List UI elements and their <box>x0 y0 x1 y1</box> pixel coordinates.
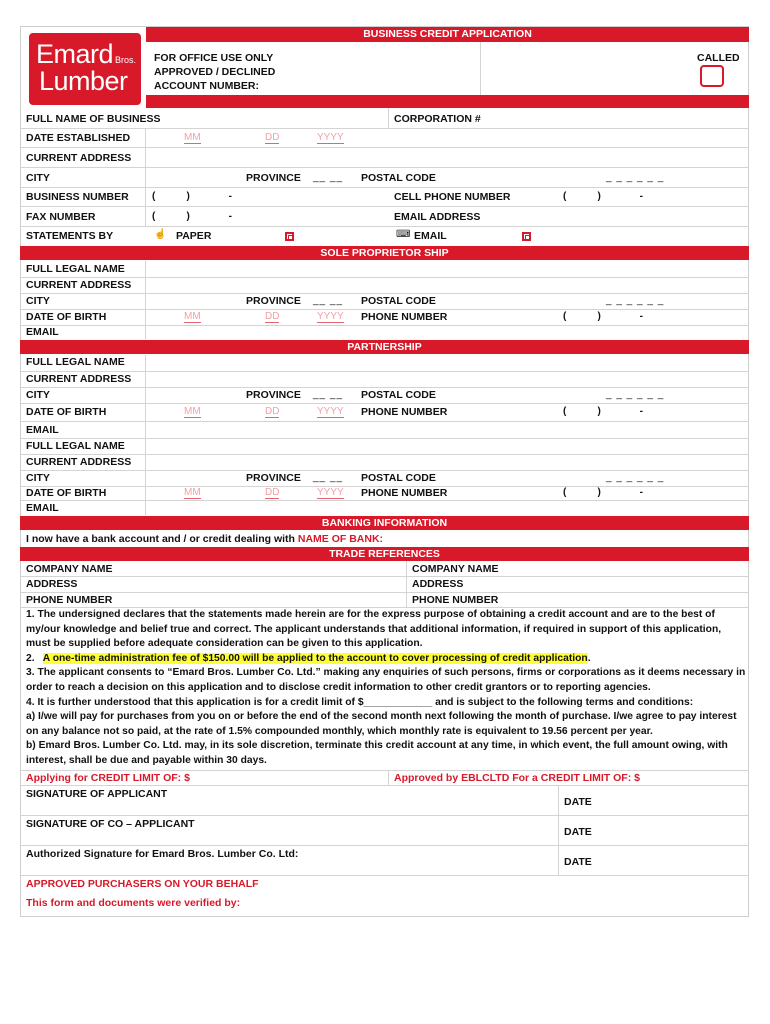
partner1-postal-code-label: POSTAL CODE <box>361 389 436 401</box>
partner2-dob-yyyy-field[interactable]: YYYY <box>317 487 344 498</box>
city-label: CITY <box>26 172 50 184</box>
sole-phone-field[interactable]: ( ) - <box>563 311 644 322</box>
partner1-date-of-birth-label: DATE OF BIRTH <box>26 406 107 418</box>
called-checkbox[interactable] <box>700 65 724 87</box>
partner1-city-label: CITY <box>26 389 50 401</box>
term-2 <box>26 652 748 667</box>
divider <box>20 815 749 816</box>
fax-number-label: FAX NUMBER <box>26 211 96 223</box>
ref1-company-name-label: COMPANY NAME <box>26 563 113 575</box>
divider <box>20 845 749 846</box>
divider <box>20 226 749 227</box>
partner2-phone-number-label: PHONE NUMBER <box>361 487 448 499</box>
divider <box>20 500 749 501</box>
partner2-postal-code-label: POSTAL CODE <box>361 472 436 484</box>
partner2-phone-field[interactable]: ( ) - <box>563 487 644 498</box>
full-name-of-business-label: FULL NAME OF BUSINESS <box>26 113 161 125</box>
logo-word-emard: Emard <box>36 39 114 69</box>
banking-text: I now have a bank account and / or credit dealing with <box>26 533 298 545</box>
partnership-header: PARTNERSHIP <box>20 340 749 354</box>
divider <box>145 261 146 339</box>
date-label-3: DATE <box>564 856 592 868</box>
partner2-current-address-label: CURRENT ADDRESS <box>26 456 132 468</box>
ref2-phone-number-label: PHONE NUMBER <box>412 594 499 606</box>
partner1-dob-yyyy-field[interactable]: YYYY <box>317 406 344 417</box>
partner1-phone-number-label: PHONE NUMBER <box>361 406 448 418</box>
sole-province-label: PROVINCE <box>246 295 301 307</box>
cell-phone-field[interactable]: ( ) - <box>563 191 644 202</box>
business-number-label: BUSINESS NUMBER <box>26 191 129 203</box>
divider <box>20 167 749 168</box>
logo-word-bros: Bros. <box>115 55 137 65</box>
divider <box>20 592 749 593</box>
partner2-dob-mm-field[interactable]: MM <box>184 487 201 498</box>
divider <box>20 309 749 310</box>
partner1-dob-dd-field[interactable]: DD <box>265 406 280 417</box>
paper-checkbox[interactable] <box>285 232 294 241</box>
sole-dob-yyyy-field[interactable]: YYYY <box>317 311 344 322</box>
sole-dob-dd-field[interactable]: DD <box>265 311 280 322</box>
current-address-label: CURRENT ADDRESS <box>26 152 132 164</box>
ref1-phone-number-label: PHONE NUMBER <box>26 594 113 606</box>
term-2-suffix: . <box>587 652 591 664</box>
date-label-2: DATE <box>564 826 592 838</box>
partner1-phone-field[interactable]: ( ) - <box>563 406 644 417</box>
postal-code-label: POSTAL CODE <box>361 172 436 184</box>
divider <box>480 42 481 95</box>
province-field[interactable]: __ __ <box>313 172 344 183</box>
divider <box>20 576 749 577</box>
business-number-field[interactable]: ( ) - <box>152 191 233 202</box>
signature-co-applicant-label: SIGNATURE OF CO – APPLICANT <box>26 818 195 830</box>
date-mm-field[interactable]: MM <box>184 132 201 143</box>
paper-hand-icon: ☝ <box>154 229 167 240</box>
divider <box>388 108 389 128</box>
divider <box>20 785 749 786</box>
ref2-company-name-label: COMPANY NAME <box>412 563 499 575</box>
logo-word-lumber: Lumber <box>39 66 128 96</box>
header-red-strip <box>146 95 749 108</box>
divider <box>558 785 559 875</box>
postal-code-field[interactable]: _ _ _ _ _ _ <box>606 172 665 183</box>
cell-phone-label: CELL PHONE NUMBER <box>394 191 511 203</box>
partner2-full-legal-name-label: FULL LEGAL NAME <box>26 440 125 452</box>
terms-and-conditions <box>26 608 748 769</box>
approved-declined-label: APPROVED / DECLINED <box>154 66 276 78</box>
sole-province-field[interactable]: __ __ <box>313 295 344 306</box>
divider <box>20 147 749 148</box>
divider <box>388 770 389 785</box>
partner1-province-field[interactable]: __ __ <box>313 389 344 400</box>
sole-full-legal-name-label: FULL LEGAL NAME <box>26 263 125 275</box>
partner1-province-label: PROVINCE <box>246 389 301 401</box>
office-use-label: FOR OFFICE USE ONLY <box>154 52 274 64</box>
signature-applicant-label: SIGNATURE OF APPLICANT <box>26 788 168 800</box>
divider <box>20 293 749 294</box>
sole-postal-code-field[interactable]: _ _ _ _ _ _ <box>606 295 665 306</box>
divider <box>20 206 749 207</box>
email-option-label: EMAIL <box>414 230 447 242</box>
partner2-postal-code-field[interactable]: _ _ _ _ _ _ <box>606 472 665 483</box>
verified-by-label: This form and documents were verified by: <box>26 897 241 909</box>
divider <box>145 355 146 515</box>
partner1-current-address-label: CURRENT ADDRESS <box>26 373 132 385</box>
divider <box>20 387 749 388</box>
email-checkbox[interactable] <box>522 232 531 241</box>
partner1-dob-mm-field[interactable]: MM <box>184 406 201 417</box>
date-yyyy-field[interactable]: YYYY <box>317 132 344 143</box>
partner2-province-label: PROVINCE <box>246 472 301 484</box>
term-b: b) Emard Bros. Lumber Co. Ltd. may, in its sole discretion, terminate this credit account at any time, in which event, the full amount owing, with interest, shall be due and payable within 30 days. <box>26 740 728 766</box>
approved-credit-limit-label: Approved by EBLCLTD For a CREDIT LIMIT OF: $ <box>394 772 640 784</box>
statements-by-label: STATEMENTS BY <box>26 230 114 242</box>
sole-dob-mm-field[interactable]: MM <box>184 311 201 322</box>
company-logo <box>29 33 141 105</box>
divider <box>20 128 749 129</box>
partner2-city-label: CITY <box>26 472 50 484</box>
divider <box>20 438 749 439</box>
applying-credit-limit-label: Applying for CREDIT LIMIT OF: $ <box>26 772 190 784</box>
ref2-address-label: ADDRESS <box>412 578 464 590</box>
approved-purchasers-label: APPROVED PURCHASERS ON YOUR BEHALF <box>26 878 259 890</box>
partner2-email-label: EMAIL <box>26 502 59 514</box>
banking-statement <box>26 533 383 545</box>
divider <box>20 470 749 471</box>
sole-phone-number-label: PHONE NUMBER <box>361 311 448 323</box>
form-title-bar <box>146 27 749 42</box>
term-1: 1. The undersigned declares that the statements made herein are for the express purpose of obtaining a credit account and are to the best of my/our knowledge and belief true and correct. The applicant understands that additional information, if required in support of this application, must be supplied before adequate consideration can be given to this application. <box>26 609 722 650</box>
name-of-bank-label: NAME OF BANK: <box>297 533 384 545</box>
divider <box>20 770 749 771</box>
fax-number-field[interactable]: ( ) - <box>152 211 233 222</box>
authorized-signature-label: Authorized Signature for Emard Bros. Lumber Co. Ltd: <box>26 848 299 860</box>
divider <box>20 875 749 876</box>
term-4: 4. It is further understood that this application is for a credit limit of $____________ and is subject to the following terms and conditions: <box>26 696 694 708</box>
divider <box>20 325 749 326</box>
term-3: 3. The applicant consents to “Emard Bros. Lumber Co. Ltd.” making any enquiries of such persons, firms or corporations as it deems necessary in order to reach a decision on this application and to disclose credit information to other credit grantors or to reporting agencies. <box>26 667 746 693</box>
divider <box>20 371 749 372</box>
partner1-full-legal-name-label: FULL LEGAL NAME <box>26 356 125 368</box>
partner2-province-field[interactable]: __ __ <box>313 472 344 483</box>
date-label-1: DATE <box>564 796 592 808</box>
partner2-dob-dd-field[interactable]: DD <box>265 487 280 498</box>
sole-email-label: EMAIL <box>26 326 59 338</box>
account-number-label: ACCOUNT NUMBER: <box>154 80 259 92</box>
admin-fee-highlight: A one-time administration fee of $150.00 will be applied to the account to cover processing of credit application <box>42 652 588 664</box>
corporation-number-label: CORPORATION # <box>394 113 481 125</box>
partner1-email-label: EMAIL <box>26 424 59 436</box>
divider <box>20 454 749 455</box>
called-label: CALLED <box>697 52 740 64</box>
divider <box>20 403 749 404</box>
term-2-prefix: 2. <box>26 652 43 664</box>
sole-proprietorship-header: SOLE PROPRIETOR SHIP <box>20 246 749 260</box>
partner1-postal-code-field[interactable]: _ _ _ _ _ _ <box>606 389 665 400</box>
province-label: PROVINCE <box>246 172 301 184</box>
sole-current-address-label: CURRENT ADDRESS <box>26 279 132 291</box>
date-established-label: DATE ESTABLISHED <box>26 132 131 144</box>
term-a: a) I/we will pay for purchases from you on or before the end of the second month next following the month of purchase. I/we agree to pay interest on any balance not so paid, at the rate of 1.5% compounded monthly, which monthly rate is equivalent to 19.56 percent per year. <box>26 711 737 737</box>
sole-postal-code-label: POSTAL CODE <box>361 295 436 307</box>
divider <box>20 421 749 422</box>
divider <box>20 187 749 188</box>
email-computer-icon: ⌨ <box>396 229 411 240</box>
paper-option-label: PAPER <box>176 230 212 242</box>
partner2-date-of-birth-label: DATE OF BIRTH <box>26 487 107 499</box>
sole-city-label: CITY <box>26 295 50 307</box>
date-dd-field[interactable]: DD <box>265 132 280 143</box>
email-address-label: EMAIL ADDRESS <box>394 211 481 223</box>
trade-references-header: TRADE REFERENCES <box>20 547 749 561</box>
form-title: BUSINESS CREDIT APPLICATION <box>363 28 532 40</box>
divider <box>145 128 146 226</box>
divider <box>406 561 407 607</box>
sole-date-of-birth-label: DATE OF BIRTH <box>26 311 107 323</box>
ref1-address-label: ADDRESS <box>26 578 78 590</box>
banking-information-header: BANKING INFORMATION <box>20 516 749 530</box>
divider <box>20 277 749 278</box>
